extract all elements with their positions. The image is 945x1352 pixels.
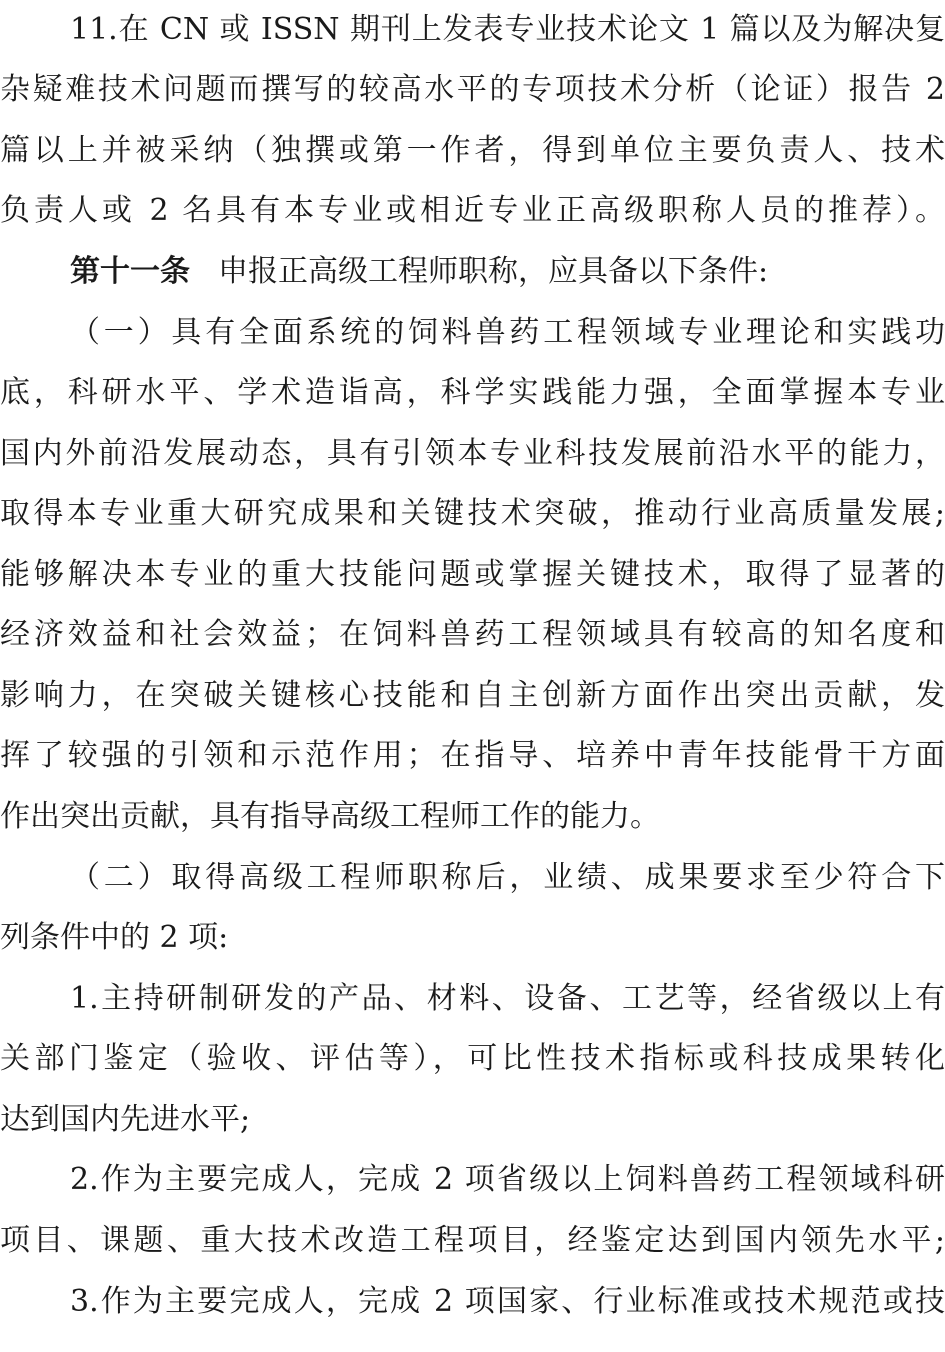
article-11-text: 申报正高级工程师职称，应具备以下条件: xyxy=(218,254,769,289)
item-2-line-2: 项目、课题、重大技术改造工程项目，经鉴定达到国内领先水平; xyxy=(0,1223,945,1258)
section-1-line-5: 能够解决本专业的重大技能问题或掌握关键技术，取得了显著的 xyxy=(0,557,945,592)
item-2-line-1: 2.作为主要完成人，完成 2 项省级以上饲料兽药工程领域科研 xyxy=(70,1162,945,1197)
item-1-line-3: 达到国内先进水平; xyxy=(0,1102,251,1137)
section-2-line-2: 列条件中的 2 项: xyxy=(0,920,229,955)
item-1-line-1: 1.主持研制研发的产品、材料、设备、工艺等，经省级以上有 xyxy=(70,981,945,1016)
paragraph-item-11-line-2: 杂疑难技术问题而撰写的较高水平的专项技术分析（论证）报告 2 xyxy=(0,72,945,107)
section-2-line-1: （二）取得高级工程师职称后，业绩、成果要求至少符合下 xyxy=(70,860,945,895)
section-1-line-2: 底，科研水平、学术造诣高，科学实践能力强，全面掌握本专业 xyxy=(0,375,945,410)
paragraph-item-11-line-3: 篇以上并被采纳（独撰或第一作者，得到单位主要负责人、技术 xyxy=(0,133,945,168)
item-1-line-2: 关部门鉴定（验收、评估等），可比性技术指标或科技成果转化 xyxy=(0,1041,945,1076)
section-1-line-7: 影响力，在突破关键核心技能和自主创新方面作出突出贡献，发 xyxy=(0,678,945,713)
article-number-label: 第十一条 xyxy=(70,254,190,289)
paragraph-item-11-line-4: 负责人或 2 名具有本专业或相近专业正高级职称人员的推荐）。 xyxy=(0,193,945,228)
section-1-line-1: （一）具有全面系统的饲料兽药工程领域专业理论和实践功 xyxy=(70,315,945,350)
article-11-heading xyxy=(0,242,945,302)
section-1-line-4: 取得本专业重大研究成果和关键技术突破，推动行业高质量发展; xyxy=(0,496,945,531)
section-1-line-8: 挥了较强的引领和示范作用；在指导、培养中青年技能骨干方面 xyxy=(0,738,945,773)
section-1-line-9: 作出突出贡献，具有指导高级工程师工作的能力。 xyxy=(0,799,660,834)
item-3-line-1: 3.作为主要完成人，完成 2 项国家、行业标准或技术规范或技 xyxy=(70,1284,945,1319)
paragraph-item-11-line-1: 11.在 CN 或 ISSN 期刊上发表专业技术论文 1 篇以及为解决复 xyxy=(70,12,945,47)
section-1-line-3: 国内外前沿发展动态，具有引领本专业科技发展前沿水平的能力， xyxy=(0,436,945,471)
section-1-line-6: 经济效益和社会效益；在饲料兽药工程领域具有较高的知名度和 xyxy=(0,617,945,652)
